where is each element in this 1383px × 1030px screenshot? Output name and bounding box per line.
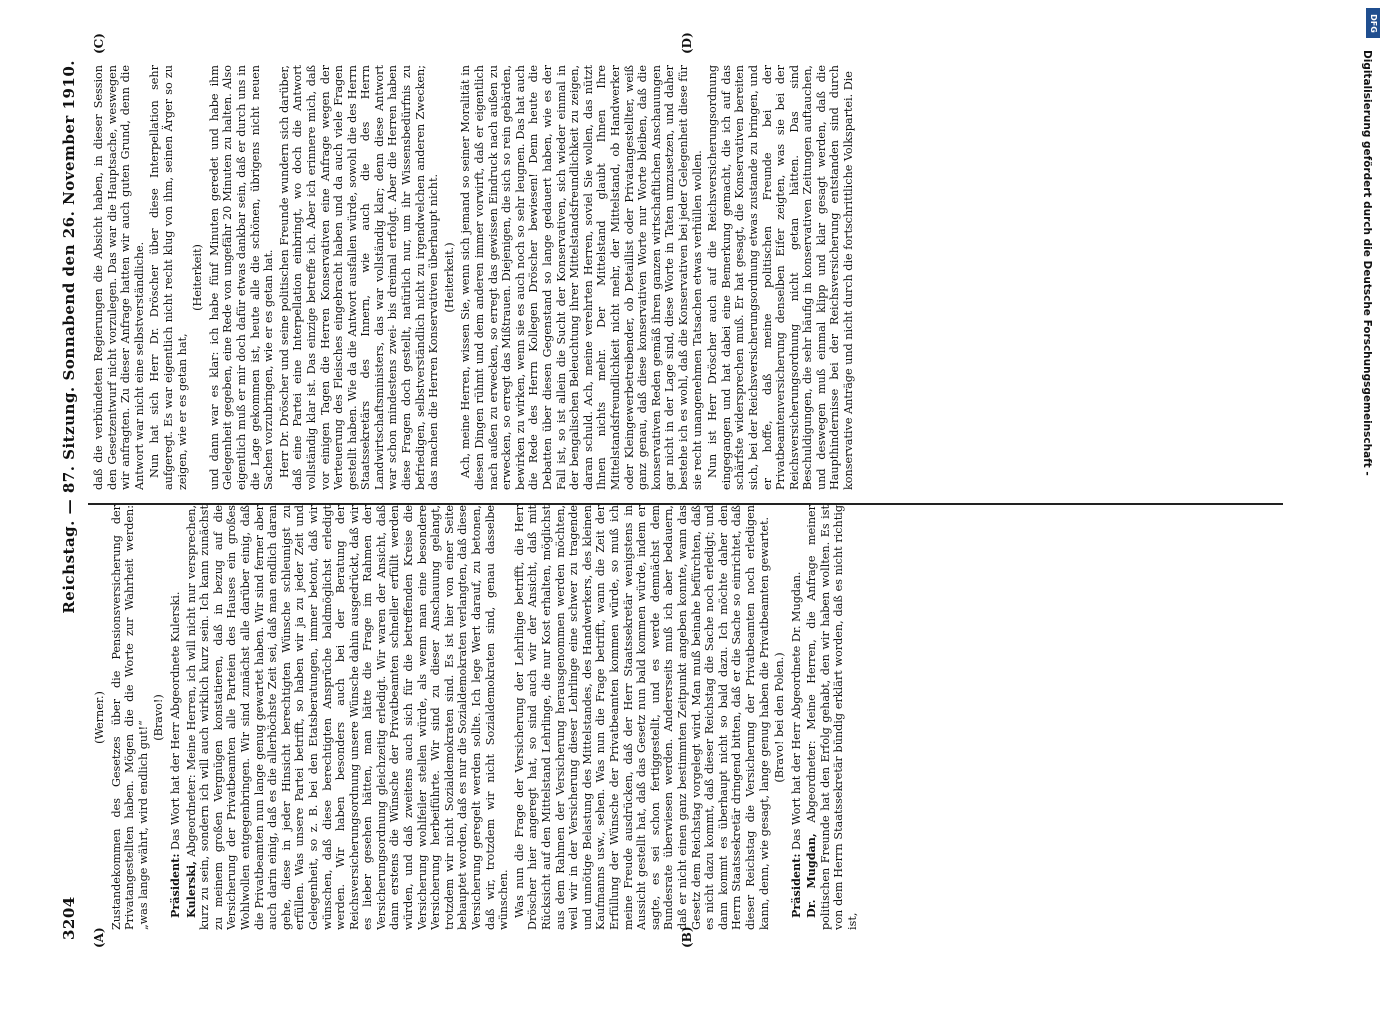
paragraph: Dr. Mugdan, Abgeordneter: Meine Herren, die Anfrage meiner politischen Freunde hat den Erfolg gehabt, den wir haben wollten. Es ist von dem Herrn Staatssekretär bündig erklärt worden, daß es nicht richtig ist, — [804, 505, 860, 930]
margin-marker-c: (C) — [92, 33, 106, 54]
applause-note: (Bravo!) — [152, 694, 166, 741]
right-column — [92, 65, 1277, 490]
paragraph: und dann war es klar: ich habe fünf Minuten geredet und habe ihm Gelegenheit gegeben, eine Rede von ungefähr 20 Minuten zu halten. Also eigentlich muß er mir doch dafür etwas dankbar sein, daß er durch uns in die Lage gekommen ist, heute alle die schönen, übrigens nicht neuen Sachen vorzubringen, wie er es getan hat. — [207, 65, 276, 490]
paragraph: Nun ist Herr Dröscher auch auf die Reichsversicherungsordnung eingegangen und hat dabei eine Bemerkung gemacht, die ich auf das schärfste widersprechen muß. Er hat gesagt, die Konservativen bereiten sich, bei der Reichsversicherungsordnung etwas zustande zu bringen, und er hoffe, daß meine politischen Freunde bei der Privatbeamtenversicherung denselben Eifer zeigten, was sie bei der Reichsversicherungsordnung nicht getan hätten. Das sind Beschuldigungen, die sehr häufig in konservativen Zeitungen auftauchen, und deswegen muß einmal klipp und klar gesagt werden, daß die Haupthindernisse bei der Reichsversicherung entstanden sind durch konservative Anträge und nicht durch die fortschrittliche Volkspartei. Die — [706, 65, 856, 490]
applause-note: (Bravo! bei den Polen.) — [773, 652, 787, 783]
paragraph: Präsident: Das Wort hat der Herr Abgeordnete Dr. Mugdan. — [788, 571, 803, 918]
paragraph: Nun hat sich Herr Dr. Dröscher über diese Interpellation sehr aufgeregt. Es war eigentlich nicht recht klug von ihm, seinen Ärger so zu zeigen, wie er es getan hat, — [148, 65, 189, 490]
paragraph: Herr Dr. Dröscher und seine politischen Freunde wundern sich darüber, daß eine Partei eine Interpellation einbringt, wo doch die Antwort vollständig klar ist. Das einzige betreffe ich. Aber ich erinnere mich, daß vor einigen Tagen die Herren Konservativen eine Anfrage wegen der Verteuerung des Fleisches eingebracht haben und da auch viele Fragen gestellt haben. Wie da die Antwort ausfallen würde, sowohl die des Herrn Staatssekretärs des Innern, wie auch die des Herrn Landwirtschaftsministers, das war vollständig klar; denn diese Antwort war schon mindestens zwei- bis dreimal erfolgt. Aber die Herren haben diese Fragen doch gestellt, natürlich nur, um ihr Wissensbedürfnis zu befriedigen, selbstverständlich nicht zu irgendwelchen anderen Zwecken; das machen die Herren Konservativen überhaupt nicht. — [277, 65, 441, 490]
paragraph: Kulerski, Abgeordneter: Meine Herren, ich will nicht nur versprechen, kurz zu sein, sondern ich will auch wirklich kurz sein. Ich kann zunächst zu meinem großen Vergnügen konstatieren, daß in bezug auf die Versicherung der Privatbeamten alle Parteien des Hauses ein großes Wohlwollen entgegenbringen. Wir sind zunächst alle darüber einig, daß die Privatbeamten nun lange genug gewartet haben. Wir sind ferner aber auch darin einig, daß es die allerhöchste Zeit sei, daß man endlich daran gehe, diese in jeder Hinsicht berechtigten Wünsche schleunigst zu erfüllen. Was unsere Partei betrifft, so haben wir ja zu jeder Zeit und Gelegenheit, so z. B. bei den Etatsberatungen, immer betont, daß wir wünschen, daß diese berechtigten Ansprüche baldmöglichst erledigt werden. Wir haben besonders auch bei der Beratung der Reichsversicherungsordnung unsere Wünsche dahin ausgedrückt, daß wir es lieber gesehen hätten, man hätte die Frage im Rahmen der Versicherungsordnung gleichzeitig erledigt. Wir waren der Ansicht, daß dann erstens die Wünsche der Privatbeamten schneller erfüllt werden würden, und daß zweitens auch sich für die betreffenden Kreise die Versicherung wohlfeiler stellen würde, als wenn man eine besondere Versicherung herbeiführte. Wir sind zu dieser Anschauung gelangt, trotzdem wir nicht Sozialdemokraten sind. Es ist hier von einer Seite behauptet worden, daß es nur die Sozialdemokraten verlangten, daß diese Versicherung geregelt werden sollte. Ich lege Wert darauf, zu betonen, daß wir, trotzdem wir nicht Sozialdemokraten sind, genau dasselbe wünschen. — [183, 505, 511, 930]
margin-marker-a: (A) — [92, 927, 106, 948]
left-column — [92, 505, 1277, 930]
dfg-logo: DFG — [1366, 8, 1380, 38]
paragraph: Zustandekommen des Gesetzes über die Pensionsversicherung der Privatangestellten haben. Mögen die die Worte zur Wahrheit werden: „was lange währt, wird endlich gut!“ — [109, 505, 150, 930]
session-title: Reichstag. — 87. Sitzung. — [60, 386, 78, 614]
laughter-note: (Heiterkeit.) — [442, 242, 456, 313]
laughter-note: (Heiterkeit) — [191, 244, 205, 311]
margin-marker-b: (B) — [680, 926, 694, 948]
paragraph: Was nun die Frage der Versicherung der Lehrlinge betrifft, die Herr Dröscher hier angeregt hat, so sind auch wir der Ansicht, daß mit Rücksicht auf den Mittelstand Lehrlinge, die nur Kost erhalten, möglichst aus dem Rahmen der Versicherung herausgenommen werden möchten, weil wir in der Versicherung dieser Lehrlinge eine schwer zu tragende und unnötige Belastung des Mittelstandes, des Handwerkers, des kleinen Kaufmanns usw., sehen. Was nun die Frage betrifft, wann die Zeit der Erfüllung der Wünsche der Privatbeamten kommen würde, so muß ich meine Freude ausdrücken, daß der Herr Staatssekretär wenigstens in Aussicht gestellt hat, daß das Gesetz nun bald kommen würde, indem er sagte, es sei schon fertiggestellt, und es werde demnächst dem Bundesrate überwiesen werden. Andererseits muß ich aber bedauern, daß er nicht einen ganz bestimmten Zeitpunkt angeben konnte, wann das Gesetz dem Reichstag vorgelegt wird. Man muß beinahe befürchten, daß es nicht dazu kommt, daß dieser Reichstag die Sache noch erledigt; und dann kommt es überhaupt nicht so bald dazu. Ich möchte daher den Herrn Staatssekretär dringend bitten, daß er die Sache so einrichtet, daß dieser Reichstag die Versicherung der Privatbeamten noch erledigen kann, denn, wie gesagt, lange genug haben die Privatbeamten gewartet. — [512, 505, 771, 930]
speaker-name: Kulerski, — [183, 860, 198, 918]
session-date: Sonnabend den 26. November 1910. — [60, 60, 78, 381]
paragraph: Präsident: Das Wort hat der Herr Abgeordnete Kulerski. — [167, 591, 182, 918]
digitization-credit — [1355, 10, 1379, 990]
paragraph: daß die verbündeten Regierungen die Absicht haben, in dieser Session den Gesetzentwurf nicht vorzulegen. Das war die Hauptsache, weswegen wir anfragten. Zu dieser Anfrage hatten wir auch guten Grund, denn die Antwort war nicht eine selbstverständliche. — [92, 65, 146, 490]
page-number: 3204 — [60, 896, 78, 940]
page-header — [60, 60, 82, 940]
paragraph: Ach, meine Herren, wissen Sie, wenn sich jemand so seiner Moralität in diesen Dingen rühmt und dem anderen immer vorwirft, daß er eigentlich nach außen zu erwecken, so erregt das gewissen Eindruck nach außen zu erwecken, so erregt das Mißtrauen. Diejenigen, die sich so rein gebärden, bewirken zu wirken, wenn sie es auch noch so sehr leugnen. Das hat auch die Rede des Herrn Kollegen Dröscher bewiesen! Denn heute die Debatten über diesen Gegenstand so lange gedauert haben, wie es der Fall ist, so ist allein die Sucht der Konservativen, sich wieder einmal in der bengalischen Beleuchtung ihrer Mittelstandsfreundlichkeit zu zeigen, daran schuld. Ach, meine verehrten Herren, soviel Sie wollen, das nützt Ihnen nichts mehr. Der Mittelstand glaubt Ihnen Ihre Mittelstandsfreundlichkeit nicht mehr, der Mittelstand, ob Handwerker oder Kleingewerbetreibender, ob Detaillist oder Privatangestellter, weiß ganz genau, daß diese konservativen Worte nur Worte bleiben, daß die konservativen Reden gemäß ihren ganzen wirtschaftlichen Anschauungen gar nicht in der Lage sind, diese Worte in Taten umzusetzen, und daher bestehe ich es wohl, daß die Konservativen bei jeder Gelegenheit diese für sie recht unangenehmen Tatsachen etwas verhüllen wollen. — [459, 65, 704, 490]
speaker-name: Präsident: — [788, 853, 803, 918]
margin-marker-d: (D) — [680, 32, 694, 54]
speaker-name: Dr. Mugdan, — [804, 833, 819, 918]
speaker-name: Präsident: — [167, 853, 182, 918]
speaker-note: (Werner.) — [93, 691, 106, 744]
credit-text: Digitalisierung gefördert durch die Deutsche Forschungsgemeinschaft - — [1361, 50, 1373, 476]
